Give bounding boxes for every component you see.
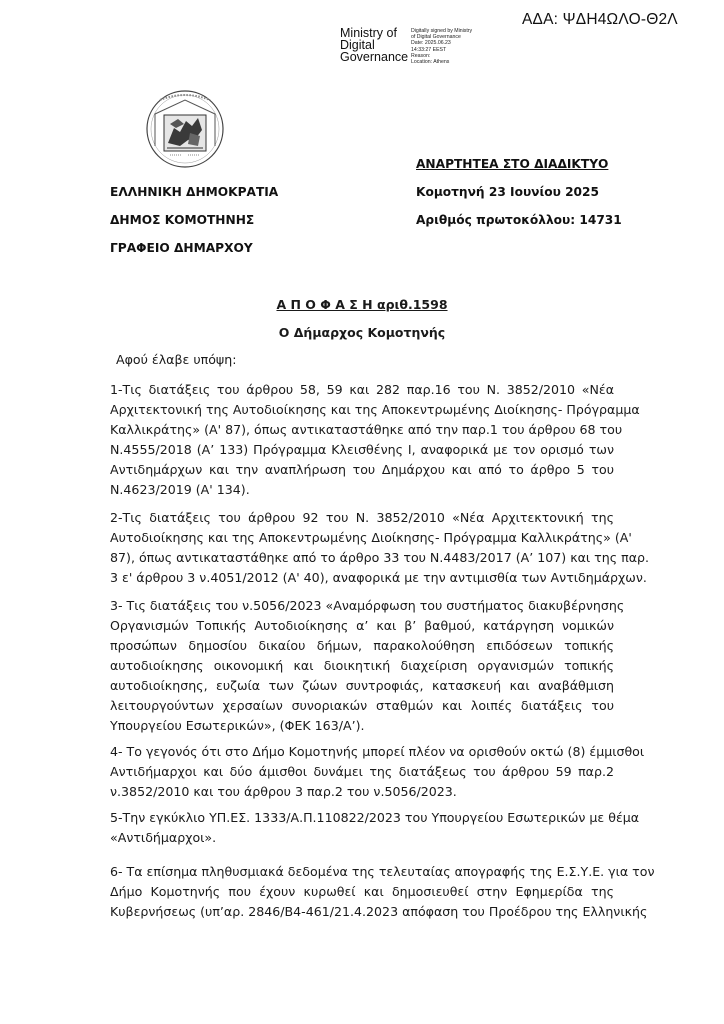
consideration-paragraph-2 [110, 508, 650, 588]
text-line: 6- Τα επίσημα πληθυσμιακά δεδομένα της τελευταίας απογραφής της Ε.Σ.Υ.Ε. για τον [110, 864, 655, 879]
text-line: 5-Την εγκύκλιο ΥΠ.ΕΣ. 1333/Α.Π.110822/2023 του Υπουργείου Εσωτερικών με θέμα [110, 810, 640, 825]
header-country: ΕΛΛΗΝΙΚΗ ΔΗΜΟΚΡΑΤΙΑ [110, 185, 279, 199]
text-line: Δήμο Κομοτηνής που έχουν κυρωθεί και δημοσιευθεί στην Εφημερίδα της [110, 884, 614, 899]
text-line: 1-Τις διατάξεις του άρθρου 58, 59 και 282 παρ.16 του Ν. 3852/2010 «Νέα [110, 382, 614, 397]
signature-details [411, 28, 472, 65]
consideration-paragraph-4 [110, 742, 645, 802]
signature-line: Digitally signed by Ministry [411, 28, 473, 34]
text-line: Αρχιτεκτονική της Αυτοδιοίκησης και της Αποκεντρωμένης Διοίκησης- Πρόγραμμα [110, 402, 640, 417]
header-office: ΓΡΑΦΕΙΟ ΔΗΜΑΡΧΟΥ [110, 241, 253, 255]
text-line: Αντιδήμαρχοι και δύο άμισθοι δυνάμει της διατάξεως του άρθρου 59 παρ.2 [110, 764, 614, 779]
text-line: ν.3852/2010 και του άρθρου 3 παρ.2 του ν.5056/2023. [110, 784, 457, 799]
text-line: Αντιδημάρχων και την αναπλήρωση του Δημάρχου και από το άρθρο 5 του [110, 462, 614, 477]
signature-line: of Digital Governance [411, 34, 461, 41]
signer-org-line: Digital [340, 38, 375, 52]
text-line: λειτουργούντων χερσαίων συνοριακών σταθμών και λοιπές διατάξεις του [110, 698, 614, 713]
consideration-paragraph-1 [110, 380, 640, 500]
text-line: Καλλικράτης» (Α' 87), όπως αντικαταστάθηκε από την παρ.1 του άρθρου 68 του [110, 422, 623, 437]
decision-title-wrap [0, 297, 724, 312]
signature-line: 14:33:27 EEST [411, 46, 447, 53]
text-line: 87), όπως αντικαταστάθηκε από το άρθρο 33 του Ν.4483/2017 (Α’ 107) και της παρ. [110, 550, 650, 565]
text-line: «Αντιδήμαρχοι». [110, 830, 217, 845]
consideration-paragraph-6 [110, 862, 655, 922]
posting-notice: ΑΝΑΡΤΗΤΕΑ ΣΤΟ ΔΙΑΔΙΚΤΥΟ [416, 157, 609, 171]
text-line: 4- Το γεγονός ότι στο Δήμο Κομοτηνής μπορεί πλέον να ορισθούν οκτώ (8) έμμισθοι [110, 744, 645, 759]
ada-code: ΑΔΑ: ΨΔΗ4ΩΛΟ-Θ2Λ [522, 11, 678, 28]
consideration-paragraph-5 [110, 808, 640, 848]
text-line: 2-Τις διατάξεις του άρθρου 92 του Ν. 3852/2010 «Νέα Αρχιτεκτονική της [110, 510, 614, 525]
text-line: προσώπων δημοσίου δικαίου δήμων, παρακολούθηση επιδόσεων τοπικής [110, 638, 614, 653]
text-line: Κυβερνήσεως (υπ’αρ. 2846/Β4-461/21.4.2023 απόφαση του Προέδρου της Ελληνικής [110, 904, 648, 919]
text-line: Ν.4555/2018 (Α’ 133) Πρόγραμμα Κλεισθένης Ι, αναφορικά με τον ορισμό των [110, 442, 614, 457]
text-line: Ν.4623/2019 (Α' 134). [110, 482, 250, 497]
signature-line: Reason: [411, 52, 431, 59]
text-line: Αυτοδιοίκησης και της Αποκεντρωμένης Διοίκησης- Πρόγραμμα Καλλικράτης» (Α' [110, 530, 632, 545]
signer-org-line: Ministry of [340, 26, 397, 40]
municipal-seal-icon [140, 88, 230, 170]
signature-line: Date: 2025.06.23 [411, 40, 451, 47]
text-line: 3 ε' άρθρου 3 ν.4051/2012 (Α' 40), αναφορικά με την αντιμισθία των Αντιδημάρχων. [110, 570, 647, 585]
protocol-number: Αριθμός πρωτοκόλλου: 14731 [416, 213, 622, 227]
text-line: αυτοδιοίκησης οικονομική και διοικητική διαχείριση οργανισμών τοπικής [110, 658, 614, 673]
consideration-paragraph-3 [110, 596, 625, 736]
text-line: Υπουργείου Εσωτερικών», (ΦΕΚ 163/Α’). [110, 718, 365, 733]
text-line: αυτοδιοίκησης, ευζωία των ζώων συντροφιάς, κατασκευή και αναβάθμιση [110, 678, 614, 693]
decision-issuer: Ο Δήμαρχος Κομοτηνής [278, 325, 446, 340]
signature-line: Location: Athens [411, 59, 450, 66]
decision-intro: Αφού έλαβε υπόψη: [116, 352, 237, 367]
header-municipality: ΔΗΜΟΣ ΚΟΜΟΤΗΝΗΣ [110, 213, 255, 227]
text-line: Οργανισμών Τοπικής Αυτοδιοίκησης α’ και β’ βαθμού, κατάργηση νομικών [110, 618, 614, 633]
signer-organization [340, 27, 408, 63]
text-line: 3- Τις διατάξεις του ν.5056/2023 «Αναμόρφωση του συστήματος διακυβέρνησης [110, 598, 625, 613]
place-date: Κομοτηνή 23 Ιουνίου 2025 [416, 185, 599, 199]
signer-org-line: Governance [340, 50, 409, 64]
decision-title: Α Π Ο Φ Α Σ Η αριθ.1598 [276, 297, 448, 312]
